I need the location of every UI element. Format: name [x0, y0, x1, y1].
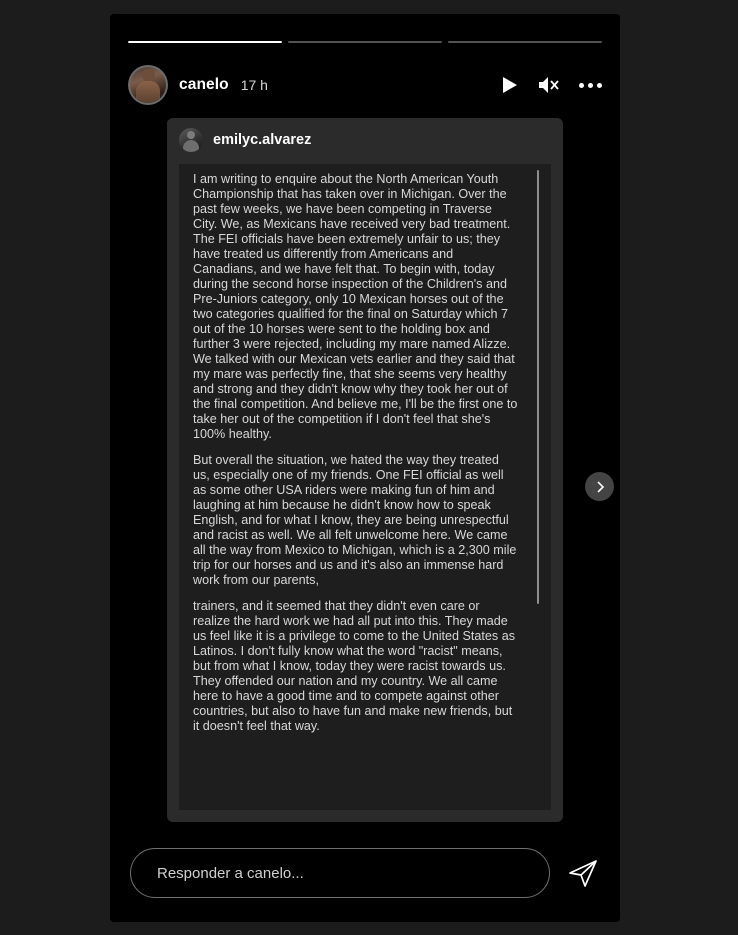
letter-paragraph-3: trainers, and it seemed that they didn't even care or realize the hard work we had all put into this. They made us feel like it is a privilege to come to the United States as Latinos. I don't fully know what the word "racist" means, but from what I know, today they were racist towards us. They offended our nation and my country. We all came here to have a good time and to compete against other countries, but also to have fun and make new friends, but it doesn't feel that way. — [193, 599, 516, 733]
story-progress-segment-3[interactable] — [448, 41, 602, 43]
story-header — [128, 62, 602, 108]
story-progress-segment-1[interactable] — [128, 41, 282, 43]
more-options-dots — [579, 83, 602, 88]
mute-icon[interactable] — [537, 75, 561, 95]
play-icon-svg — [499, 75, 519, 95]
story-progress-segment-2[interactable] — [288, 41, 442, 43]
story-viewer — [110, 14, 620, 922]
story-header-actions — [499, 75, 602, 95]
avatar[interactable] — [128, 65, 168, 105]
send-icon-svg — [566, 856, 600, 890]
shared-post-card[interactable] — [167, 118, 563, 822]
reply-bar — [130, 848, 600, 898]
story-progress-bars — [128, 41, 602, 44]
send-icon[interactable] — [566, 856, 600, 890]
chevron-right-icon — [593, 480, 607, 494]
shared-post-letter — [179, 164, 551, 810]
play-icon[interactable] — [499, 75, 519, 95]
more-options-icon[interactable] — [579, 83, 602, 88]
letter-paragraph-1: I am writing to enquire about the North American Youth Championship that has taken over in Michigan. Over the past few weeks, we have been competing in Traverse City. We, as Mexicans have received very bad treatment. The FEI officials have been extremely unfair to us; they have treated us differently from Americans and Canadians, and we have felt that. To begin with, today during the second horse inspection of the Children's and Pre-Juniors category, only 10 Mexican horses out of the two categories qualified for the final on Saturday which 7 out of the 10 horses were sent to the holding box and further 3 were rejected, including my mare named Alizze. We talked with our Mexican vets earlier and they said that my mare was perfectly fine, that she seems very healthy and strong and they didn't know why they took her out of the final competition. And believe me, I'll be the first one to take her out of the competition if I don't feel that she's 100% healthy. — [193, 172, 518, 441]
story-timestamp: 17 h — [240, 77, 268, 93]
mute-icon-svg — [537, 75, 561, 95]
shared-post-header — [167, 118, 563, 162]
story-username[interactable]: canelo — [179, 76, 229, 93]
avatar-image — [130, 67, 166, 103]
next-story-icon[interactable] — [585, 472, 614, 501]
shared-post-username[interactable]: emilyc.alvarez — [213, 132, 312, 148]
letter-body — [193, 172, 519, 745]
shared-post-avatar[interactable] — [179, 128, 203, 152]
letter-scrollbar[interactable] — [537, 170, 539, 604]
reply-input[interactable] — [130, 848, 550, 898]
letter-paragraph-2: But overall the situation, we hated the way they treated us, especially one of my friends. One FEI official as well as some other USA riders were making fun of him and laughing at him because he didn't know how to speak English, and for what I know, they are being unrespectful and racist as well. We all felt unwelcome here. We came all the way from Mexico to Michigan, which is a 2,300 mile trip for our horses and us and it's also an immense hard work from our parents, — [193, 453, 517, 587]
